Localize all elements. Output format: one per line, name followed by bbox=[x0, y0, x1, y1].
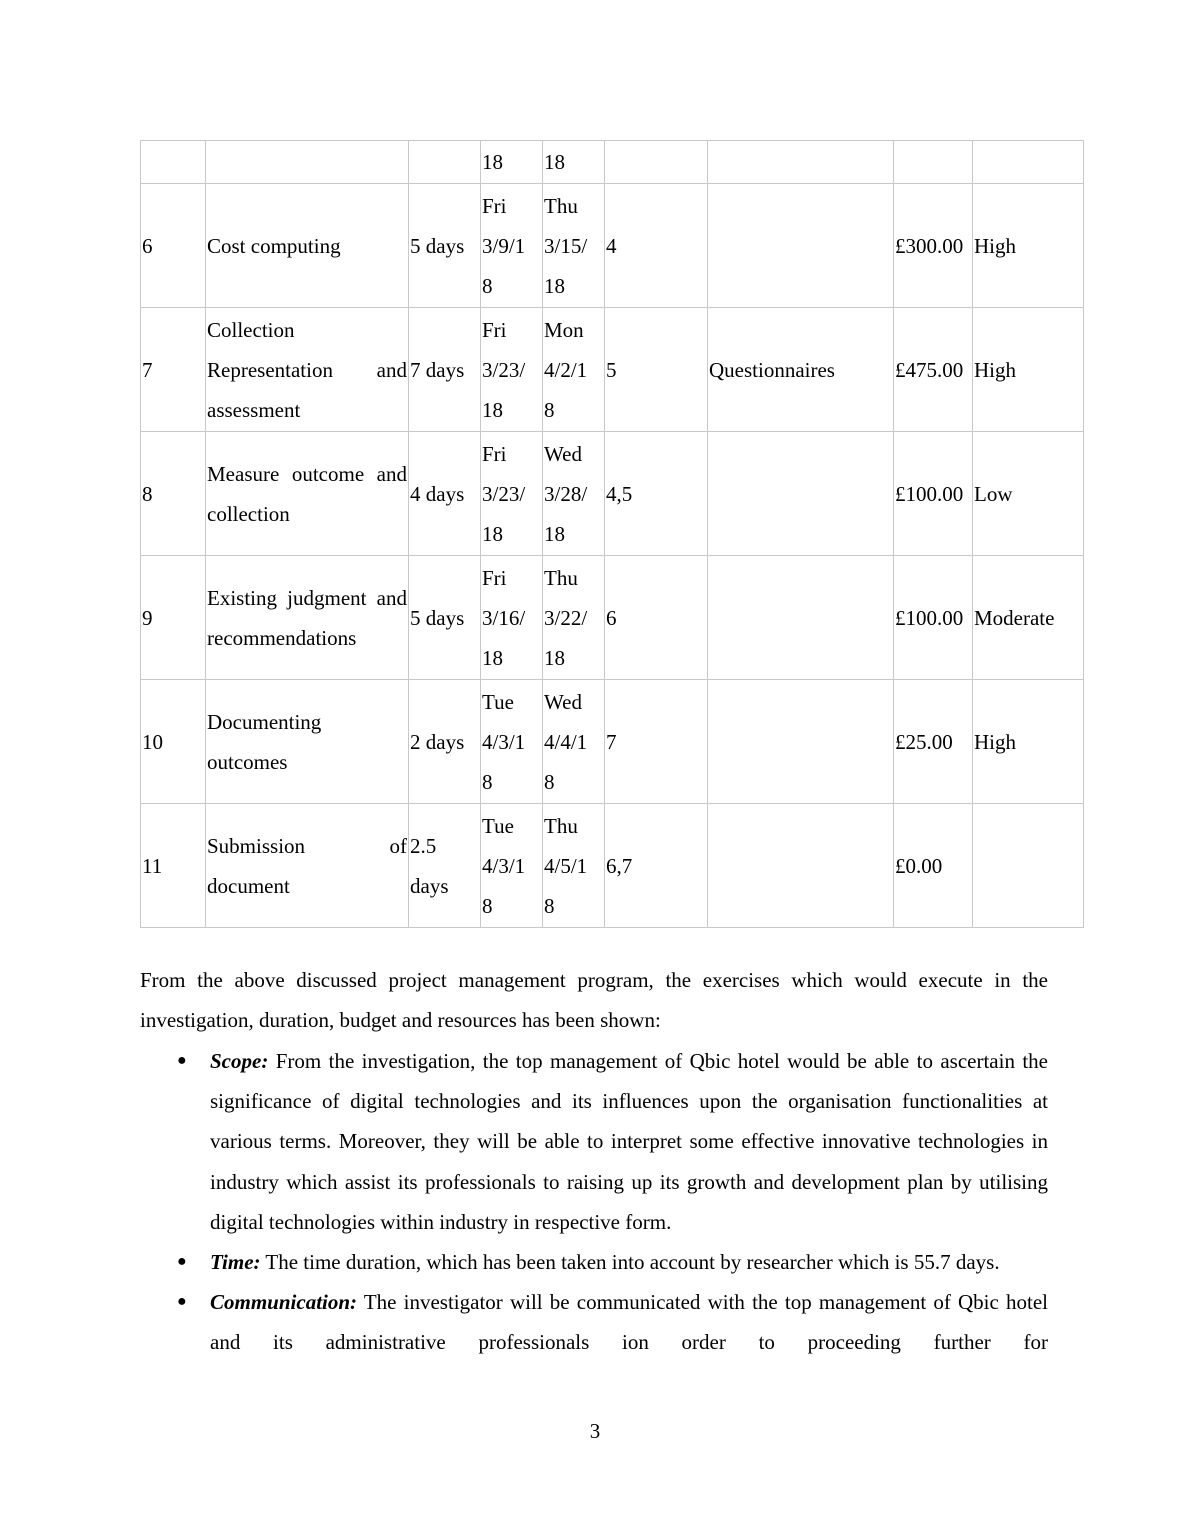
resource-cell bbox=[708, 184, 894, 308]
project-schedule-table bbox=[140, 140, 1084, 928]
cost-cell: £475.00 bbox=[894, 308, 973, 432]
start-date-cell: Tue 4/3/1 8 bbox=[481, 680, 543, 804]
risk-cell: High bbox=[973, 680, 1084, 804]
predecessor-cell: 5 bbox=[605, 308, 708, 432]
bullet-term: Time: bbox=[210, 1250, 261, 1275]
duration-cell: 7 days bbox=[409, 308, 481, 432]
resource-cell bbox=[708, 804, 894, 928]
table-body bbox=[141, 141, 1084, 928]
task-name-cell: Submission of document bbox=[206, 804, 409, 928]
finish-date-cell: Thu 4/5/1 8 bbox=[543, 804, 605, 928]
bullet-term: Scope: bbox=[210, 1049, 269, 1073]
duration-cell: 4 days bbox=[409, 432, 481, 556]
cost-cell: £100.00 bbox=[894, 432, 973, 556]
cost-cell: £0.00 bbox=[894, 804, 973, 928]
duration-cell: 2 days bbox=[409, 680, 481, 804]
task-id-cell: 8 bbox=[141, 432, 206, 556]
cost-cell bbox=[894, 141, 973, 184]
list-item-communication bbox=[140, 1282, 1048, 1362]
resource-cell: Questionnaires bbox=[708, 308, 894, 432]
risk-cell bbox=[973, 804, 1084, 928]
resource-cell bbox=[708, 432, 894, 556]
table-row bbox=[141, 141, 1084, 184]
task-id-cell: 7 bbox=[141, 308, 206, 432]
table-row bbox=[141, 432, 1084, 556]
finish-date-cell: Wed 4/4/1 8 bbox=[543, 680, 605, 804]
bullet-dot-icon: ● bbox=[177, 1293, 187, 1311]
finish-date-cell: 18 bbox=[543, 141, 605, 184]
task-name-cell: Measure outcome and collection bbox=[206, 432, 409, 556]
start-date-cell: Fri 3/23/ 18 bbox=[481, 432, 543, 556]
table-row bbox=[141, 184, 1084, 308]
table-row bbox=[141, 804, 1084, 928]
cost-cell: £100.00 bbox=[894, 556, 973, 680]
task-id-cell: 10 bbox=[141, 680, 206, 804]
table-row bbox=[141, 556, 1084, 680]
bullet-dot-icon: ● bbox=[177, 1253, 187, 1271]
predecessor-cell bbox=[605, 141, 708, 184]
task-name-cell: Existing judgment and recommendations bbox=[206, 556, 409, 680]
table-row bbox=[141, 308, 1084, 432]
task-name-cell: Documenting outcomes bbox=[206, 680, 409, 804]
start-date-cell: Fri 3/9/1 8 bbox=[481, 184, 543, 308]
finish-date-cell: Mon 4/2/1 8 bbox=[543, 308, 605, 432]
cost-cell: £300.00 bbox=[894, 184, 973, 308]
resource-cell bbox=[708, 556, 894, 680]
task-name-cell: Collection Representation and assessment bbox=[206, 308, 409, 432]
finish-date-cell: Wed 3/28/ 18 bbox=[543, 432, 605, 556]
duration-cell: 5 days bbox=[409, 556, 481, 680]
finish-date-cell: Thu 3/15/ 18 bbox=[543, 184, 605, 308]
bullet-text: The time duration, which has been taken into account by researcher which is 55.7 days. bbox=[260, 1250, 1000, 1275]
task-id-cell bbox=[141, 141, 206, 184]
bullet-dot-icon: ● bbox=[177, 1052, 187, 1069]
predecessor-cell: 4 bbox=[605, 184, 708, 308]
list-item-scope bbox=[140, 1041, 1048, 1242]
predecessor-cell: 4,5 bbox=[605, 432, 708, 556]
bullet-text: From the investigation, the top management of Qbic hotel would be able to ascertain the significance of digital technologies and its influences upon the organisation functionalities at various terms. Moreover, they will be able to interpret some effective innovative technologies in industry which assist its professionals to raising up its growth and development plan by utilising digital technologies within industry in respective form. bbox=[210, 1049, 1048, 1234]
predecessor-cell: 6 bbox=[605, 556, 708, 680]
risk-cell bbox=[973, 141, 1084, 184]
duration-cell: 2.5 days bbox=[409, 804, 481, 928]
summary-bullet-list bbox=[140, 1041, 1048, 1363]
finish-date-cell: Thu 3/22/ 18 bbox=[543, 556, 605, 680]
predecessor-cell: 6,7 bbox=[605, 804, 708, 928]
duration-cell bbox=[409, 141, 481, 184]
risk-cell: Moderate bbox=[973, 556, 1084, 680]
intro-paragraph: From the above discussed project management program, the exercises which would execute in the investigation, duration, budget and resources has been shown: bbox=[140, 968, 1048, 1032]
risk-cell: High bbox=[973, 308, 1084, 432]
table-row bbox=[141, 680, 1084, 804]
task-id-cell: 11 bbox=[141, 804, 206, 928]
resource-cell bbox=[708, 141, 894, 184]
risk-cell: Low bbox=[973, 432, 1084, 556]
cost-cell: £25.00 bbox=[894, 680, 973, 804]
start-date-cell: Fri 3/16/ 18 bbox=[481, 556, 543, 680]
risk-cell: High bbox=[973, 184, 1084, 308]
start-date-cell: 18 bbox=[481, 141, 543, 184]
page-number: 3 bbox=[589, 1419, 601, 1443]
task-id-cell: 6 bbox=[141, 184, 206, 308]
predecessor-cell: 7 bbox=[605, 680, 708, 804]
resource-cell bbox=[708, 680, 894, 804]
start-date-cell: Fri 3/23/ 18 bbox=[481, 308, 543, 432]
bullet-term: Communication: bbox=[210, 1290, 358, 1315]
start-date-cell: Tue 4/3/1 8 bbox=[481, 804, 543, 928]
list-item-time bbox=[140, 1242, 1048, 1282]
task-name-cell bbox=[206, 141, 409, 184]
duration-cell: 5 days bbox=[409, 184, 481, 308]
task-name-cell: Cost computing bbox=[206, 184, 409, 308]
bullet-text: The investigator will be communicated with the top management of Qbic hotel and its administrative professionals ion order to proceeding further for bbox=[210, 1290, 1048, 1355]
task-id-cell: 9 bbox=[141, 556, 206, 680]
